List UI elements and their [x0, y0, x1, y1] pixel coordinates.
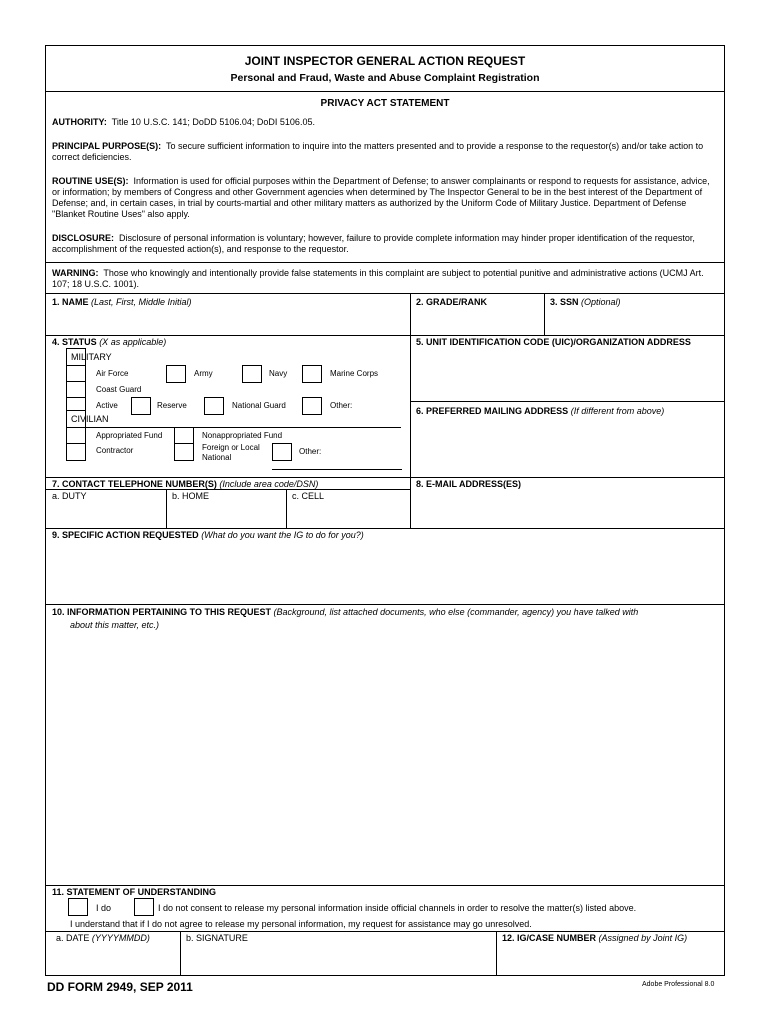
foreign-line-1: Foreign or Local — [202, 443, 260, 452]
active-label: Active — [96, 401, 118, 410]
grade-label: 2. GRADE/RANK — [416, 297, 488, 307]
status-hint: (X as applicable) — [99, 337, 167, 347]
ssn-hint: (Optional) — [581, 297, 621, 307]
navy-checkbox[interactable] — [242, 365, 262, 383]
action-hint: (What do you want the IG to do for you?) — [201, 530, 364, 540]
i-do-not-checkbox[interactable] — [134, 898, 154, 916]
cell-phone-input[interactable] — [288, 502, 408, 526]
authority-label: AUTHORITY: — [52, 117, 107, 127]
army-label: Army — [194, 369, 213, 378]
case-number-input[interactable] — [498, 945, 722, 973]
name-label: 1. NAME — [52, 297, 89, 307]
status-field-label — [52, 337, 166, 348]
mailing-field-label — [416, 406, 664, 417]
case-number-hint: (Assigned by Joint IG) — [598, 933, 688, 943]
divider — [46, 931, 724, 932]
form-subtitle: Personal and Fraud, Waste and Abuse Complaint Registration — [230, 72, 540, 84]
divider — [66, 427, 401, 428]
form-frame — [45, 45, 725, 976]
mailing-hint: (If different from above) — [570, 406, 665, 416]
routine-paragraph — [52, 176, 720, 220]
reserve-checkbox[interactable] — [131, 397, 151, 415]
divider — [410, 293, 411, 477]
date-label: a. DATE — [56, 933, 90, 943]
action-input[interactable] — [48, 543, 722, 601]
divider — [180, 931, 181, 976]
case-number-label: 12. IG/CASE NUMBER — [502, 933, 597, 943]
divider — [46, 604, 724, 605]
divider — [46, 477, 724, 478]
divider — [46, 489, 410, 490]
mailing-label: 6. PREFERRED MAILING ADDRESS — [416, 406, 569, 416]
appropriated-fund-label: Appropriated Fund — [96, 431, 163, 440]
divider — [410, 477, 411, 528]
uic-label: 5. UNIT IDENTIFICATION CODE (UIC)/ORGANIZATION ADDRESS — [416, 337, 691, 347]
ssn-input[interactable] — [546, 309, 722, 333]
i-do-checkbox[interactable] — [68, 898, 88, 916]
mailing-input[interactable] — [412, 418, 722, 474]
purpose-paragraph — [52, 141, 720, 163]
divider — [46, 885, 724, 886]
divider — [46, 528, 724, 529]
software-note: Adobe Professional 8.0 — [642, 981, 715, 988]
divider — [272, 469, 402, 470]
warning-label: WARNING: — [52, 268, 99, 278]
navy-label: Navy — [269, 369, 288, 378]
action-label: 9. SPECIFIC ACTION REQUESTED — [52, 530, 199, 540]
home-phone-input[interactable] — [168, 502, 284, 526]
army-checkbox[interactable] — [166, 365, 186, 383]
disclosure-paragraph — [52, 233, 720, 255]
military-label: MILITARY — [71, 352, 112, 362]
warning-text: Those who knowingly and intentionally provide false statements in this complaint are subject to potential punitive and administrative actions (UCMJ Art. 107; 18 U.S.C. 1001). — [52, 268, 704, 289]
email-input[interactable] — [412, 491, 722, 526]
warning-paragraph — [52, 268, 720, 290]
other-civilian-checkbox[interactable] — [272, 443, 292, 461]
divider — [46, 91, 724, 92]
home-phone-label: b. HOME — [172, 491, 210, 501]
disclosure-label: DISCLOSURE: — [52, 233, 115, 243]
national-guard-checkbox[interactable] — [204, 397, 224, 415]
divider — [496, 931, 497, 976]
cell-phone-label: c. CELL — [292, 491, 325, 501]
date-input[interactable] — [48, 945, 178, 973]
ssn-label: 3. SSN — [550, 297, 579, 307]
info-hint-2: about this matter, etc.) — [70, 620, 160, 630]
disclosure-text: Disclosure of personal information is voluntary; however, failure to provide complete information may hinder proper identification of the requestor, accomplishment of the requested action(s), and response to the requestor. — [52, 233, 695, 254]
national-guard-label: National Guard — [232, 401, 286, 410]
form-title: JOINT INSPECTOR GENERAL ACTION REQUEST — [244, 54, 526, 68]
action-field-label — [52, 530, 364, 541]
routine-text: Information is used for official purposes within the Department of Defense; to answer complainants or respond to requests for assistance, advice, or information; by members of Congress and other Government agencies when determined by The Inspector General to be in the best interest of the Department of Defense; and, in certain cases, in trial by courts-martial and other military matters as authorized by the Uniform Code of Military Justice. Department of Defense "Blanket Routine Uses" also apply. — [52, 176, 710, 219]
status-label: 4. STATUS — [52, 337, 97, 347]
name-field-label — [52, 297, 192, 308]
coast-guard-label: Coast Guard — [96, 385, 142, 394]
divider — [410, 401, 724, 402]
i-do-label: I do — [96, 903, 112, 913]
air-force-label: Air Force — [96, 369, 129, 378]
info-input[interactable] — [48, 634, 722, 882]
divider — [46, 262, 724, 263]
foreign-national-label — [202, 443, 260, 463]
info-label: 10. INFORMATION PERTAINING TO THIS REQUEST — [52, 607, 272, 617]
uic-input[interactable] — [412, 349, 722, 399]
consent-text: I do not consent to release my personal information inside official channels in order to resolve the matter(s) listed above. — [158, 903, 637, 913]
reserve-label: Reserve — [157, 401, 187, 410]
civilian-label: CIVILIAN — [71, 414, 109, 424]
foreign-national-checkbox[interactable] — [174, 443, 194, 461]
understanding-label: 11. STATEMENT OF UNDERSTANDING — [52, 887, 217, 897]
divider — [46, 335, 724, 336]
date-field-label — [56, 933, 150, 944]
signature-input[interactable] — [182, 945, 494, 973]
grade-input[interactable] — [412, 309, 542, 333]
foreign-line-2: National — [202, 453, 232, 462]
routine-label: ROUTINE USE(S): — [52, 176, 129, 186]
duty-phone-input[interactable] — [48, 502, 164, 526]
purpose-text: To secure sufficient information to inquire into the matters presented and to provide a response to the requestor(s) and/or take action to correct deficiencies. — [52, 141, 704, 162]
marine-corps-label: Marine Corps — [330, 369, 379, 378]
divider — [46, 293, 724, 294]
email-label: 8. E-MAIL ADDRESS(ES) — [416, 479, 522, 489]
authority-text: Title 10 U.S.C. 141; DoDD 5106.04; DoDI 5106.05. — [111, 117, 315, 127]
other-military-label: Other: — [330, 401, 353, 410]
ssn-field-label — [550, 297, 621, 308]
consent-note: I understand that if I do not agree to release my personal information, my request for assistance may go unresolved. — [70, 919, 532, 929]
info-field-label — [52, 607, 720, 618]
form-id: DD FORM 2949, SEP 2011 — [47, 980, 193, 994]
purpose-label: PRINCIPAL PURPOSE(S): — [52, 141, 162, 151]
name-hint: (Last, First, Middle Initial) — [91, 297, 192, 307]
divider — [544, 293, 545, 335]
contractor-label: Contractor — [96, 446, 134, 455]
info-hint-1: (Background, list attached documents, who else (commander, agency) you have talked with — [273, 607, 639, 617]
other-civilian-label: Other: — [299, 447, 322, 456]
nonappropriated-fund-label: Nonappropriated Fund — [202, 431, 283, 440]
case-number-field-label — [502, 933, 687, 944]
divider — [286, 489, 287, 528]
date-hint: (YYYYMMDD) — [91, 933, 150, 943]
marine-corps-checkbox[interactable] — [302, 365, 322, 383]
signature-label: b. SIGNATURE — [186, 933, 248, 943]
privacy-heading: PRIVACY ACT STATEMENT — [320, 98, 450, 109]
phone-hint: (Include area code/DSN) — [219, 479, 319, 489]
divider — [166, 489, 167, 528]
duty-phone-label: a. DUTY — [52, 491, 87, 501]
other-military-checkbox[interactable] — [302, 397, 322, 415]
authority-paragraph — [52, 117, 717, 128]
phone-label: 7. CONTACT TELEPHONE NUMBER(S) — [52, 479, 217, 489]
name-input[interactable] — [48, 309, 408, 333]
contractor-checkbox[interactable] — [66, 443, 86, 461]
